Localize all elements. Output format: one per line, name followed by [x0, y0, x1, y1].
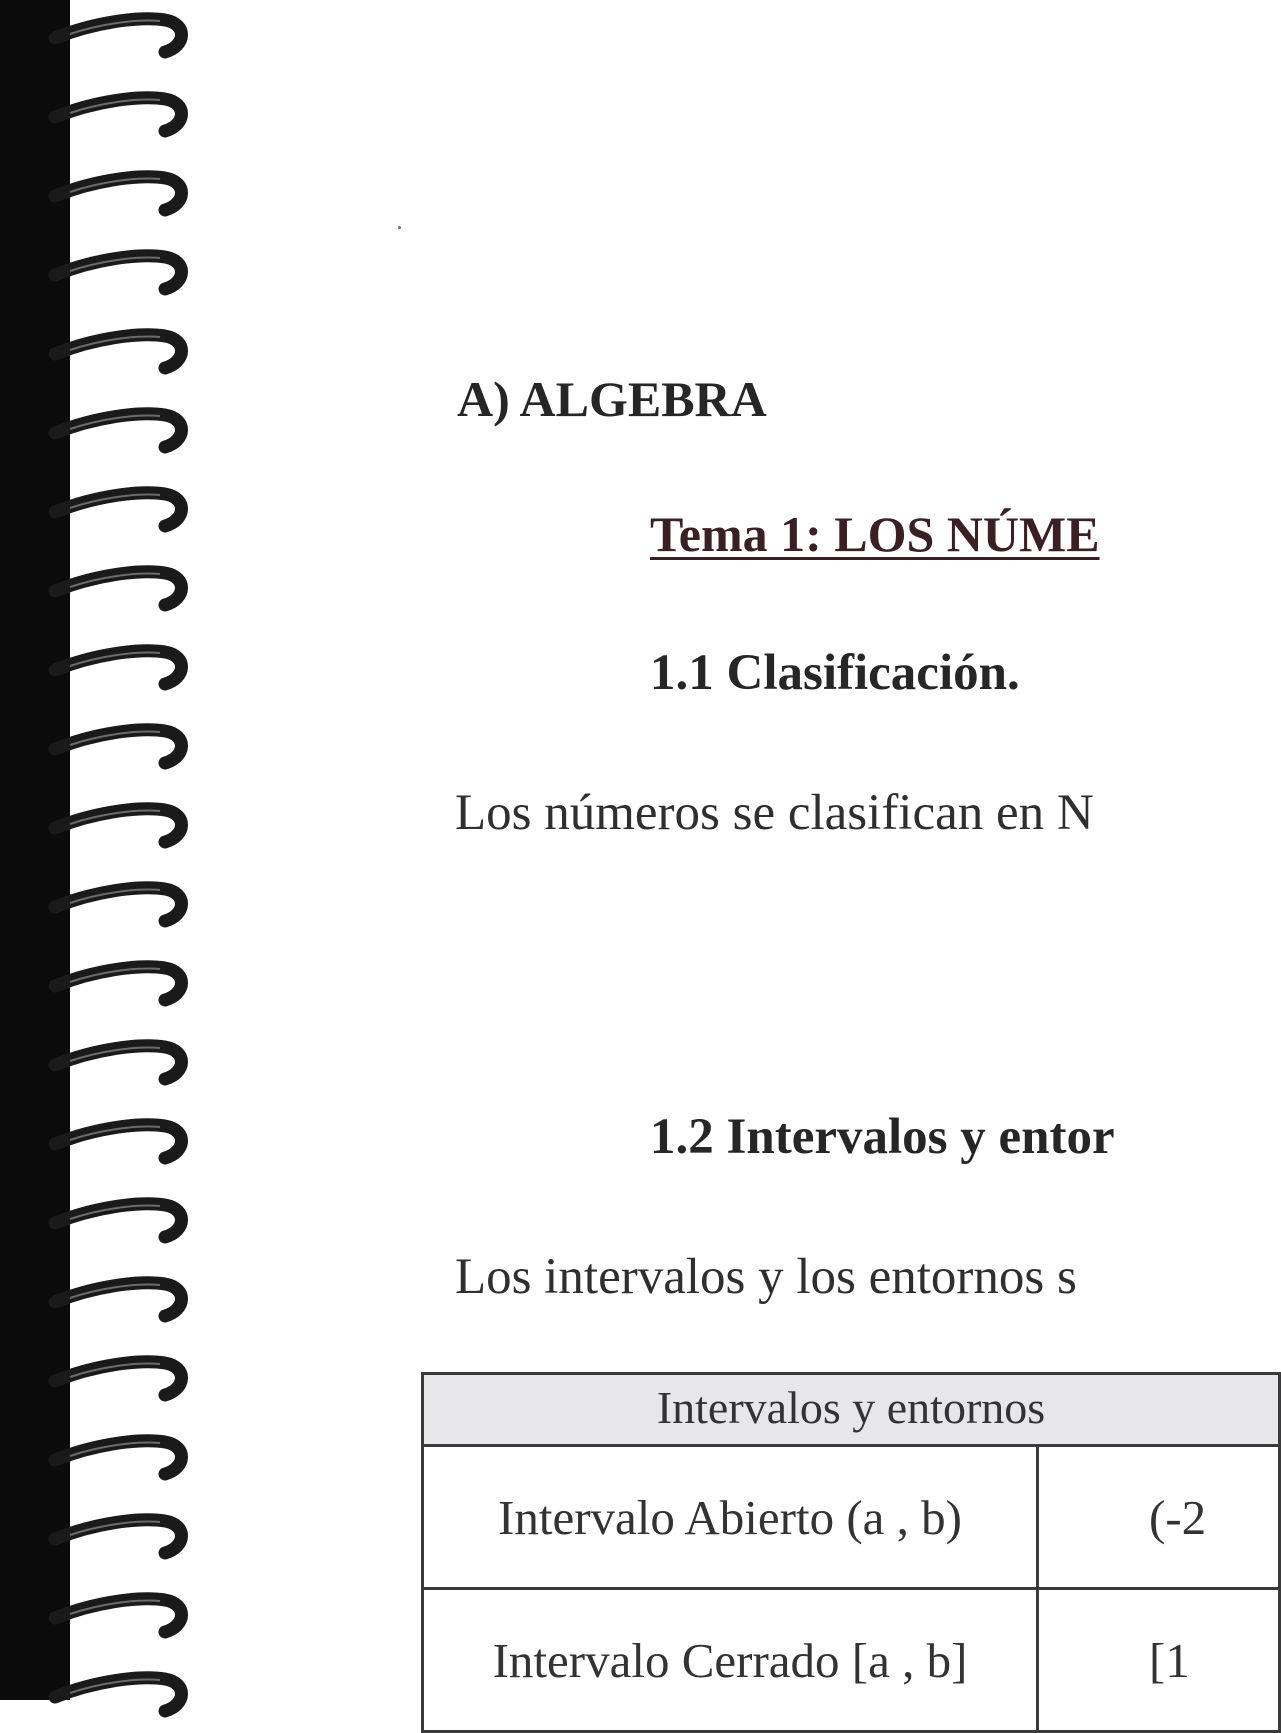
paragraph-classification: Los números se clasifican en N [455, 785, 1094, 841]
binding-coil [55, 256, 182, 289]
table-row [423, 1589, 1280, 1732]
table-cell-example: [1 [1038, 1589, 1280, 1732]
table-cell-label: Intervalo Abierto (a , b) [423, 1446, 1038, 1589]
binding-coil [55, 1362, 182, 1395]
binding-coil [55, 1283, 182, 1316]
binding-coil [55, 335, 182, 368]
binding-coil [55, 1204, 182, 1237]
binding-coil [55, 651, 182, 684]
binding-coil [55, 1125, 182, 1158]
subsection-title-intervals: 1.2 Intervalos y entor [650, 1109, 1115, 1165]
table-cell-example: (-2 [1038, 1446, 1280, 1589]
binding-coil [55, 572, 182, 605]
intervals-table [421, 1372, 1281, 1733]
table-cell-label: Intervalo Cerrado [a , b] [423, 1589, 1038, 1732]
binding-coil [55, 1520, 182, 1553]
binding-coil [55, 19, 182, 52]
binding-coil [55, 1441, 182, 1474]
binding-coil [55, 809, 182, 842]
table-row [423, 1446, 1280, 1589]
spiral-coils [0, 0, 200, 1700]
table-header: Intervalos y entornos [423, 1374, 1280, 1446]
section-title: A) ALGEBRA [457, 371, 767, 427]
binding-coil [55, 493, 182, 526]
table-header-row [423, 1374, 1280, 1446]
binding-coil [55, 98, 182, 131]
paragraph-intervals: Los intervalos y los entornos s [455, 1249, 1077, 1305]
subsection-title-classification: 1.1 Clasificación. [650, 645, 1020, 701]
binding-coil [55, 177, 182, 210]
tema-title: Tema 1: LOS NÚME [650, 506, 1100, 562]
binding-coil [55, 888, 182, 921]
binding-coil [55, 1046, 182, 1079]
binding-coil [55, 967, 182, 1000]
intervals-table-container [421, 1372, 1207, 1700]
binding-coil [55, 1599, 182, 1632]
paper-speck [398, 226, 401, 229]
binding-coil [55, 1678, 182, 1711]
binding-coil [55, 414, 182, 447]
binding-coil [55, 730, 182, 763]
